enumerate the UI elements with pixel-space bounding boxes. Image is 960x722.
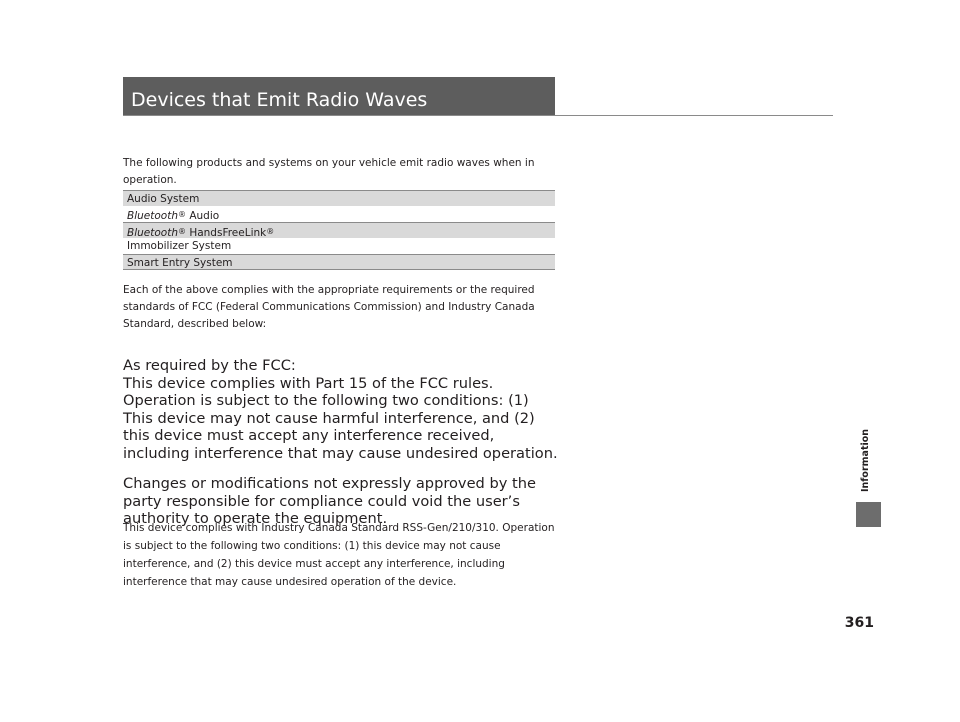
registered-mark: ® [177, 227, 186, 236]
intro-paragraph: The following products and systems on your vehicle emit radio waves when in operation. [123, 157, 535, 186]
registered-mark: ® [266, 227, 275, 236]
section-title [123, 77, 555, 115]
fcc-statement [123, 357, 563, 528]
device-name: Audio [185, 210, 220, 222]
fcc-modifications-warning: Changes or modifications not expressly approved by the party responsible for compliance could void the user’s authority to operate the equipment. [123, 475, 536, 527]
device-table [123, 190, 555, 270]
device-row-bluetooth-audio [123, 206, 555, 222]
device-row-immobilizer-system [123, 238, 555, 254]
device-name: Audio System [127, 193, 200, 205]
fcc-conditions: This device complies with Part 15 of the FCC rules. Operation is subject to the following two conditions: (1) This device may not cause harmful interference, and (2) this device must accept any interference received, including interference that may cause undesired operation. [123, 374, 558, 462]
side-tab-marker [856, 502, 881, 527]
device-name: Immobilizer System [127, 240, 232, 252]
registered-mark: ® [177, 210, 186, 219]
side-tab-label: Information [860, 428, 871, 492]
device-row-smart-entry-system [123, 254, 555, 270]
compliance-paragraph: Each of the above complies with the appropriate requirements or the required standards of FCC (Federal Communications Commission) and Industry Canada Standard, described below: [123, 284, 535, 330]
device-row-audio-system [123, 190, 555, 206]
fcc-heading: As required by the FCC: [123, 357, 296, 374]
device-prefix: Bluetooth [127, 227, 178, 239]
device-name: HandsFreeLink [185, 227, 267, 239]
industry-canada-statement: This device complies with Industry Canada Standard RSS-Gen/210/310. Operation is subject to the following two conditions: (1) this device may not cause interference, and (2) this device must accept any interference, including interference that may cause undesired operation of the device. [123, 522, 555, 588]
device-prefix: Bluetooth [127, 210, 178, 222]
header-divider [123, 115, 833, 116]
device-name: Smart Entry System [127, 257, 233, 269]
page-number: 361 [844, 615, 874, 631]
section-title-text: Devices that Emit Radio Waves [131, 89, 428, 111]
device-row-bluetooth-handsfreelink [123, 222, 555, 238]
